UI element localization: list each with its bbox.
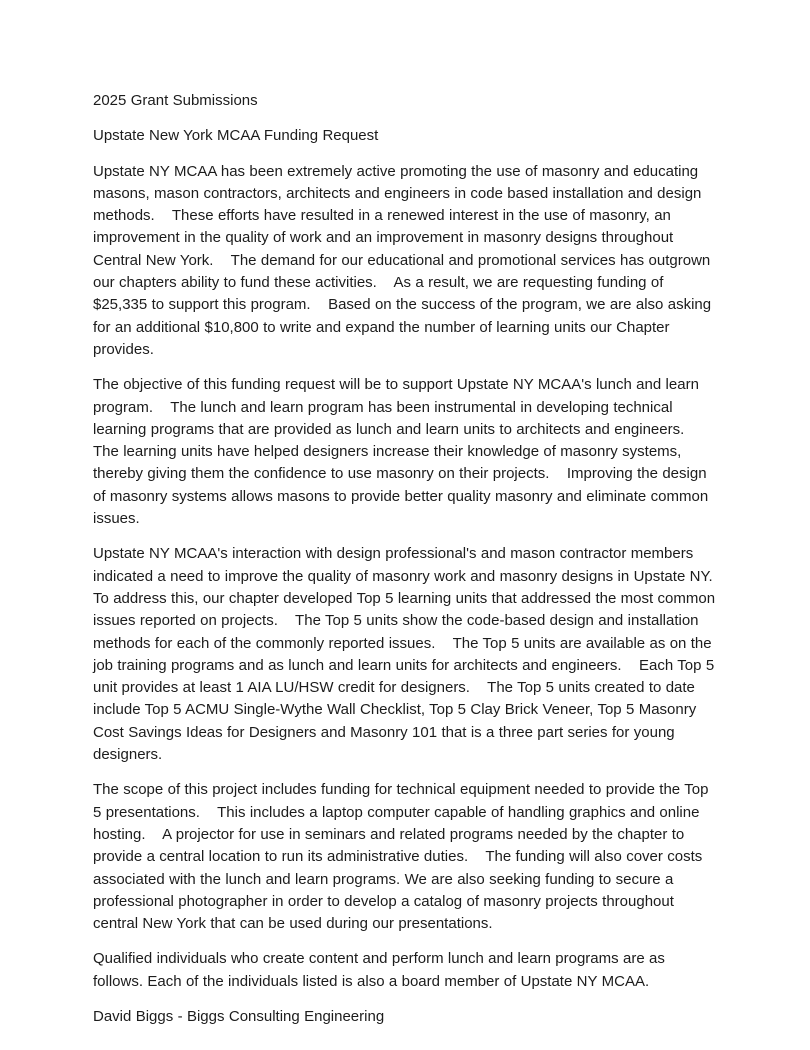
paragraph-project-scope: The scope of this project includes funding for technical equipment needed to provide the Top 5 presentations. This includes a laptop computer capable of handling graphics and online hosting. A projector for use in seminars and related programs needed by the chapter to provide a central location to run its administrative duties. The funding will also cover costs associated with the lunch and learn programs. We are also seeking funding to secure a professional photographer in order to develop a catalog of masonry projects throughout central New York that can be used during our presentations. <box>93 781 709 933</box>
doc-title: 2025 Grant Submissions <box>93 92 258 109</box>
doc-subtitle: Upstate New York MCAA Funding Request <box>93 127 379 145</box>
paragraph-objective: The objective of this funding request will be to support Upstate NY MCAA's lunch and learn program. The lunch and learn program has been instrumental in developing technical learning programs that are provided as lunch and learn units to architects and engineers. The learning units have helped designers increase their knowledge of masonry systems, thereby giving them the confidence to use masonry on their projects. Improving the design of masonry systems allows masons to provide better quality masonry and eliminate common issues. <box>93 376 709 528</box>
paragraph-david-biggs: David Biggs - Biggs Consulting Engineering <box>93 1007 385 1025</box>
paragraph-intro-funding-request: Upstate NY MCAA has been extremely active promoting the use of masonry and educating masons, mason contractors, architects and engineers in code based installation and design methods. These efforts have resulted in a renewed interest in the use of masonry, an improvement in the quality of work and an improvement in masonry designs throughout Central New York. The demand for our educational and promotional services has outgrown our chapters ability to fund these activities. As a result, we are requesting funding of $25,335 to support this program. Based on the success of the program, we are also asking for an additional $10,800 to write and expand the number of learning units our Chapter provides. <box>93 162 712 358</box>
paragraph-top5-units: Upstate NY MCAA's interaction with design professional's and mason contractor members indicated a need to improve the quality of masonry work and masonry designs in Upstate NY. To address this, our chapter developed Top 5 learning units that addressed the most common issues reported on projects. The Top 5 units show the code-based design and installation methods for each of the commonly reported issues. The Top 5 units are available as on the job training programs and as lunch and learn units for architects and engineers. Each Top 5 unit provides at least 1 AIA LU/HSW credit for designers. The Top 5 units created to date include Top 5 ACMU Single-Wythe Wall Checklist, Top 5 Clay Brick Veneer, Top 5 Masonry Cost Savings Ideas for Designers and Masonry 101 that is a three part series for young designers. <box>93 545 716 764</box>
paragraph-qualified-individuals: Qualified individuals who create content and perform lunch and learn programs are as follows. Each of the individuals listed is also a board member of Upstate NY MCAA. <box>93 950 665 990</box>
